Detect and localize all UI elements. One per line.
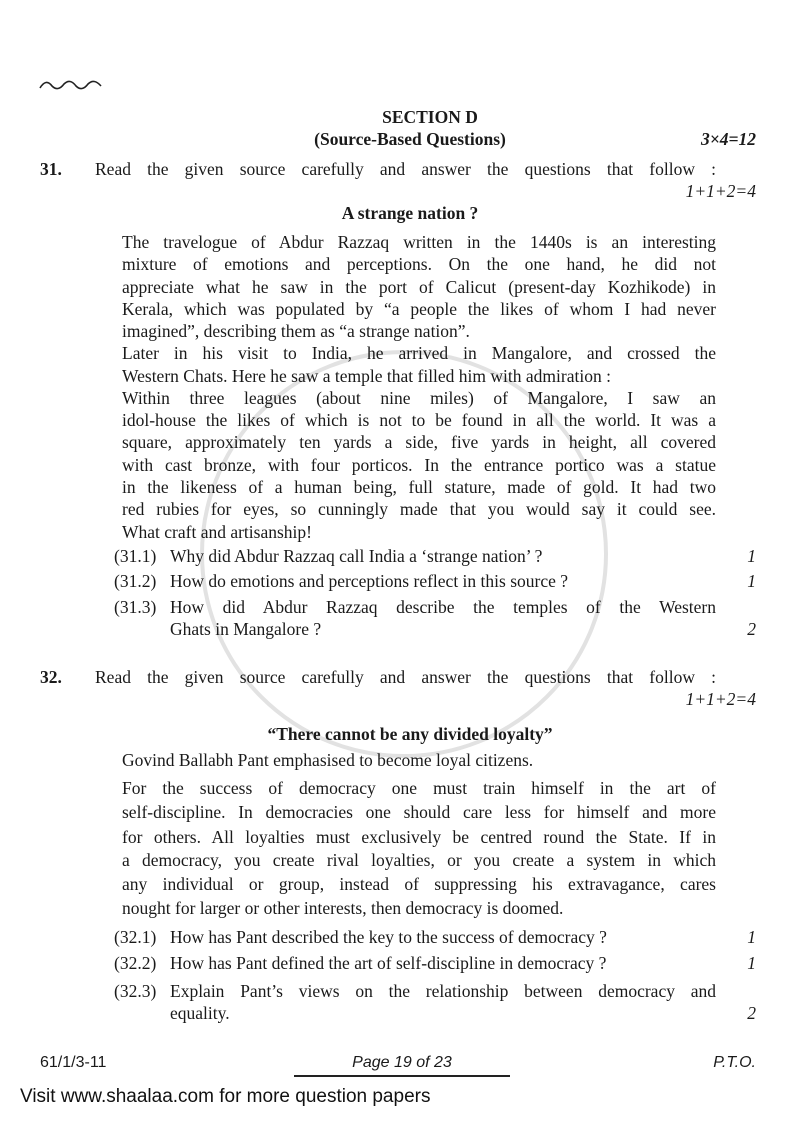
source-line: nought for larger or other interests, then democracy is doomed.	[122, 898, 564, 918]
shaalaa-banner: Visit www.shaalaa.com for more question papers	[20, 1086, 431, 1107]
section-marks: 3×4=12	[701, 129, 756, 149]
subquestion-text: Why did Abdur Razzaq call India a ‘strange nation’ ?	[170, 546, 543, 566]
subquestion-number: (31.2)	[114, 571, 157, 591]
source-line: Govind Ballabh Pant emphasised to become loyal citizens.	[122, 750, 534, 770]
source-line: The travelogue of Abdur Razzaq written in the 1440s is an interesting	[122, 232, 716, 252]
source-line: a democracy, you create rival loyalties, or you create a system in which	[122, 850, 716, 870]
source-line: any individual or group, instead of suppressing his extravagance, cares	[122, 874, 716, 894]
question-instruction: Read the given source carefully and answer the questions that follow :	[95, 159, 716, 179]
subquestion-marks: 1	[747, 953, 756, 973]
subquestion-text: How do emotions and perceptions reflect in this source ?	[170, 571, 569, 591]
section-subtitle: (Source-Based Questions)	[314, 129, 506, 149]
subquestion-number: (31.3)	[114, 597, 157, 617]
subquestion-number: (32.2)	[114, 953, 157, 973]
squiggle-mark-icon	[38, 78, 104, 92]
subquestion-text: How has Pant defined the art of self-discipline in democracy ?	[170, 953, 607, 973]
footer-rule	[294, 1075, 510, 1077]
source-title: “There cannot be any divided loyalty”	[267, 724, 553, 744]
source-line: square, approximately ten yards a side, five yards in height, all covered	[122, 432, 716, 452]
source-title: A strange nation ?	[341, 203, 479, 223]
subquestion-number: (32.1)	[114, 927, 157, 947]
pto-label: P.T.O.	[713, 1054, 756, 1071]
question-number: 32.	[40, 667, 62, 687]
subquestion-text: Ghats in Mangalore ?	[170, 619, 322, 639]
subquestion-number: (32.3)	[114, 981, 157, 1001]
source-line: mixture of emotions and perceptions. On the one hand, he did not	[122, 254, 716, 274]
subquestion-number: (31.1)	[114, 546, 157, 566]
source-line: self-discipline. In democracies one should care less for himself and more	[122, 802, 716, 822]
source-line: red rubies for eyes, so cunningly made that you would say it could see.	[122, 499, 716, 519]
source-line: What craft and artisanship!	[122, 522, 312, 542]
subquestion-marks: 2	[747, 1003, 756, 1023]
question-marks: 1+1+2=4	[685, 181, 756, 201]
source-line: idol-house the likes of which is not to be found in all the world. It was a	[122, 410, 716, 430]
source-line: Kerala, which was populated by “a people the likes of whom I had never	[122, 299, 716, 319]
subquestion-marks: 1	[747, 927, 756, 947]
page-number: Page 19 of 23	[352, 1054, 452, 1071]
subquestion-text: Explain Pant’s views on the relationship between democracy and	[170, 981, 716, 1001]
question-marks: 1+1+2=4	[685, 689, 756, 709]
source-line: Western Chats. Here he saw a temple that filled him with admiration :	[122, 366, 611, 386]
source-line: Later in his visit to India, he arrived in Mangalore, and crossed the	[122, 343, 716, 363]
source-line: with cast bronze, with four porticos. In the entrance portico was a statue	[122, 455, 716, 475]
section-title: SECTION D	[382, 107, 478, 127]
subquestion-marks: 2	[747, 619, 756, 639]
source-line: for others. All loyalties must exclusively be centred round the State. If in	[122, 827, 716, 847]
source-line: in the likeness of a human being, full stature, made of gold. It had two	[122, 477, 716, 497]
subquestion-marks: 1	[747, 571, 756, 591]
subquestion-marks: 1	[747, 546, 756, 566]
source-line: For the success of democracy one must train himself in the art of	[122, 778, 716, 798]
subquestion-text: How did Abdur Razzaq describe the temples of the Western	[170, 597, 716, 617]
paper-code: 61/1/3-11	[40, 1054, 107, 1071]
question-number: 31.	[40, 159, 62, 179]
source-line: appreciate what he saw in the port of Calicut (present-day Kozhikode) in	[122, 277, 716, 297]
source-line: imagined”, describing them as “a strange nation”.	[122, 321, 470, 341]
question-instruction: Read the given source carefully and answer the questions that follow :	[95, 667, 716, 687]
source-line: Within three leagues (about nine miles) of Mangalore, I saw an	[122, 388, 716, 408]
subquestion-text: equality.	[170, 1003, 230, 1023]
subquestion-text: How has Pant described the key to the success of democracy ?	[170, 927, 607, 947]
